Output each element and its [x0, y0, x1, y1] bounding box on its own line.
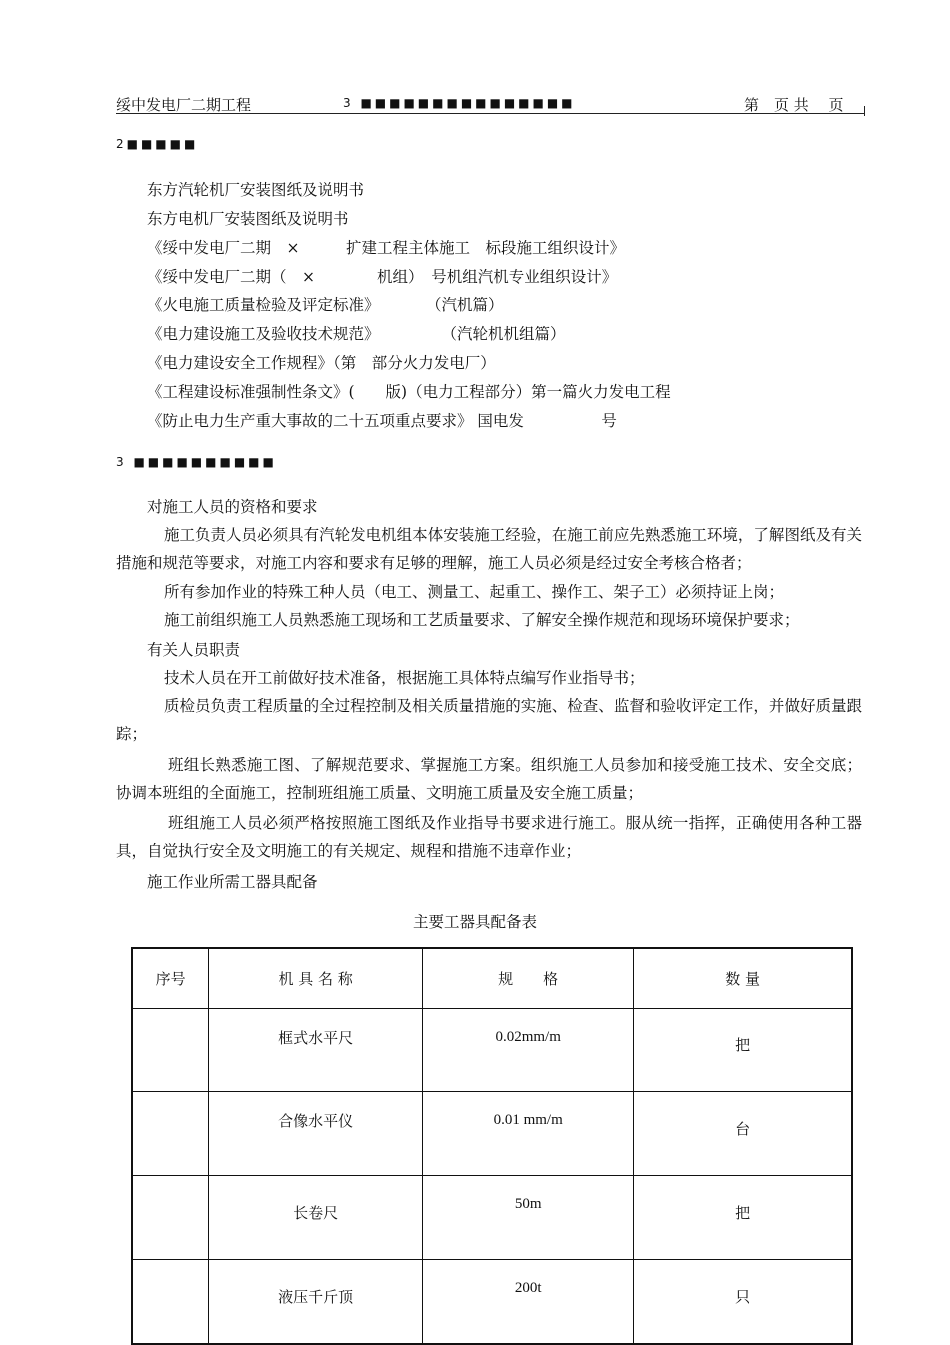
cell-qty: 把	[634, 1176, 852, 1260]
tools-table	[131, 947, 853, 1345]
paragraph: 班组长熟悉施工图、了解规范要求、掌握施工方案。组织施工人员参加和接受施工技术、安全交底；协调本班组的全面施工，控制班组施工质量、文明施工质量及安全施工质量；	[116, 756, 862, 802]
section2-heading: 2■■■■■	[116, 137, 199, 151]
cell-name: 合像水平仪	[209, 1092, 423, 1176]
header-doc-title: 3 ■■■■■■■■■■■■■■■	[343, 96, 576, 110]
header-cell-spec: 规 格	[423, 948, 634, 1009]
table-row	[132, 1009, 852, 1092]
cell-no	[132, 1009, 209, 1092]
section3-heading: 3 ■■■■■■■■■■	[116, 455, 277, 469]
paragraph: 技术人员在开工前做好技术准备，根据施工具体特点编写作业指导书；	[164, 669, 645, 687]
table-header-row	[132, 948, 852, 1009]
cell-qty: 把	[634, 1009, 852, 1092]
table-row	[132, 1092, 852, 1176]
cell-no	[132, 1260, 209, 1345]
header-cell-qty: 数 量	[634, 948, 852, 1009]
cell-name: 长卷尺	[209, 1176, 423, 1260]
subsection-title-qualifications: 对施工人员的资格和要求	[147, 498, 318, 516]
cell-qty: 台	[634, 1092, 852, 1176]
header-cell-no: 序号	[132, 948, 209, 1009]
cell-spec: 0.01 mm/m	[423, 1092, 634, 1176]
table-caption: 主要工器具配备表	[412, 913, 537, 931]
paragraph: 班组施工人员必须严格按照施工图纸及作业指导书要求进行施工。服从统一指挥，正确使用各种工器具，自觉执行安全及文明施工的有关规定、规程和措施不违章作业；	[116, 814, 862, 860]
table-row	[132, 1176, 852, 1260]
cell-no	[132, 1176, 209, 1260]
paragraph: 施工前组织施工人员熟悉施工现场和工艺质量要求、了解安全操作规范和现场环境保护要求；	[164, 611, 800, 629]
header-cell-name: 机 具 名 称	[209, 948, 423, 1009]
header-rule-tick	[864, 106, 865, 116]
subsection-title-duties: 有关人员职责	[147, 641, 241, 659]
reference-item: 《工程建设标准强制性条文》( 版)（电力工程部分）第一篇火力发电工程	[147, 383, 671, 401]
paragraph: 施工负责人员必须具有汽轮发电机组本体安装施工经验，在施工前应先熟悉施工环境，了解图纸及有关措施和规范等要求，对施工内容和要求有足够的理解，施工人员必须是经过安全考核合格者；	[116, 526, 862, 572]
cell-name: 框式水平尺	[209, 1009, 423, 1092]
cell-spec: 200t	[423, 1260, 634, 1345]
cell-qty: 只	[634, 1260, 852, 1345]
cell-spec: 50m	[423, 1176, 634, 1260]
reference-item: 《火电施工质量检验及评定标准》 （汽机篇）	[147, 296, 504, 314]
table-row	[132, 1260, 852, 1345]
reference-item: 《绥中发电厂二期 × 扩建工程主体施工 标段施工组织设计》	[147, 239, 625, 257]
header-page-label: 第 页 共 页	[744, 96, 844, 114]
cell-spec: 0.02mm/m	[423, 1009, 634, 1092]
paragraph: 质检员负责工程质量的全过程控制及相关质量措施的实施、检查、监督和验收评定工作，并做好质量跟踪；	[116, 697, 862, 743]
cell-name: 液压千斤顶	[209, 1260, 423, 1345]
header-rule	[116, 113, 864, 114]
reference-item: 《电力建设施工及验收技术规范》 （汽轮机机组篇）	[147, 325, 566, 343]
reference-item: 东方电机厂安装图纸及说明书	[147, 210, 349, 228]
paragraph: 所有参加作业的特殊工种人员（电工、测量工、起重工、操作工、架子工）必须持证上岗；	[164, 583, 785, 601]
reference-item: 《电力建设安全工作规程》（第 部分火力发电厂）	[147, 354, 496, 372]
header-project: 绥中发电厂二期工程	[116, 96, 252, 114]
reference-item: 《绥中发电厂二期（ × 机组） 号机组汽机专业组织设计》	[147, 268, 618, 286]
reference-item: 东方汽轮机厂安装图纸及说明书	[147, 181, 365, 199]
reference-item: 《防止电力生产重大事故的二十五项重点要求》 国电发 号	[147, 412, 617, 430]
cell-no	[132, 1092, 209, 1176]
subsection-title-tools: 施工作业所需工器具配备	[147, 873, 318, 891]
